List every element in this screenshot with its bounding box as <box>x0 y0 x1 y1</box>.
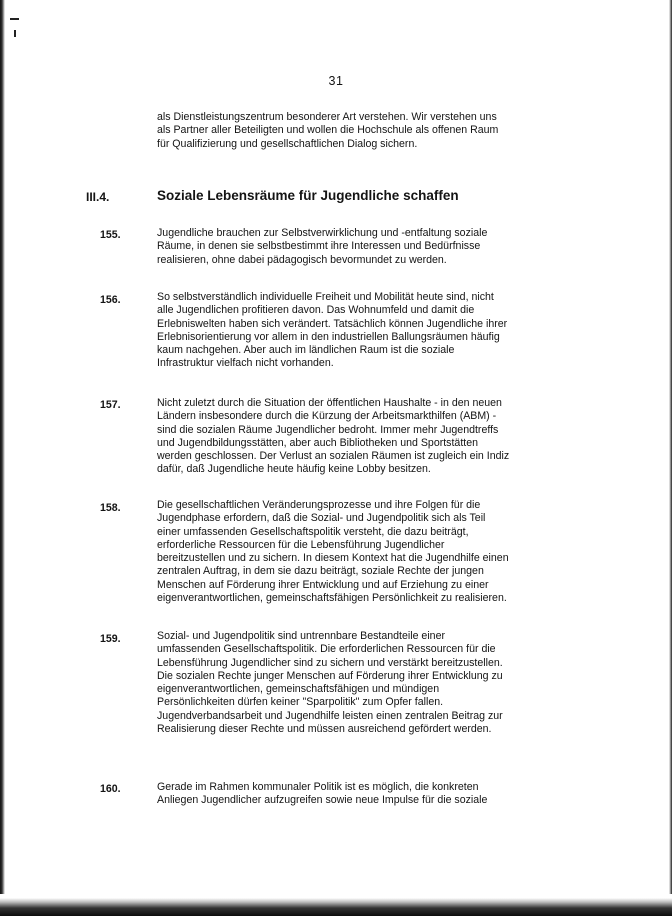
section-title: Soziale Lebensräume für Jugendliche schaffen <box>157 188 459 203</box>
paragraph-text: So selbstverständlich individuelle Freiheit und Mobilität heute sind, nicht alle Jugendlichen profitieren davon. Das Wohnumfeld und damit die Erlebniswelten haben sich verändert. Tatsächlich können Jugendliche ihrer Erlebnisorientierung vor allem in den industriellen Ballungsräumen häufig kaum nachgehen. Aber auch im ländlichen Raum ist die soziale Infrastruktur vielfach nicht vorhanden. <box>157 291 508 370</box>
scan-bottom-edge <box>0 894 672 916</box>
paragraph-number: 159. <box>100 633 121 645</box>
paragraph-text: Jugendliche brauchen zur Selbstverwirklichung und -entfaltung soziale Räume, in denen sie selbstbestimmt ihre Interessen und Bedürfnisse realisieren, ohne dabei pädagogisch bevormundet zu werden. <box>157 227 488 266</box>
paragraph-number: 158. <box>100 502 121 514</box>
paragraph-text: Sozial- und Jugendpolitik sind untrennbare Bestandteile einer umfassenden Gesellschaftspolitik. Die erforderlichen Ressourcen für die Lebensführung Jugendlicher sind zu sichern und verstärkt bereitzustellen. Die sozialen Rechte junger Menschen auf Förderung ihrer Entwicklung zu eigenverantwortlichen, gemeinschaftsfähigen und mündigen Persönlichkeiten dürfen keiner "Sparpolitik" zum Opfer fallen. Jugendverbandsarbeit und Jugendhilfe leisten einen zentralen Beitrag zur Realisierung dieser Rechte und müssen ausreichend gefördert werden. <box>157 630 503 736</box>
scan-edge-left <box>0 0 5 916</box>
scan-mark <box>10 18 19 20</box>
paragraph-text: Die gesellschaftlichen Veränderungsprozesse und ihre Folgen für die Jugendphase erfordern, daß die Sozial- und Jugendpolitik sich als Teil einer umfassenden Gesellschaftspolitik versteht, die dazu beiträgt, erforderliche Ressourcen für die Lebensführung Jugendlicher bereitzustellen und zu sichern. In diesem Kontext hat die Jugendhilfe einen zentralen Auftrag, in dem sie dazu beiträgt, soziale Rechte der jungen Menschen auf Förderung ihrer Entwicklung und auf Erziehung zu einer eigenverantwortlichen, gemeinschaftsfähigen Persönlichkeit zu realisieren. <box>157 499 509 605</box>
page-number: 31 <box>328 74 344 88</box>
paragraph-text: Nicht zuletzt durch die Situation der öffentlichen Haushalte - in den neuen Ländern insbesondere durch die Kürzung der Arbeitsmarkthilfen (ABM) - sind die sozialen Räume Jugendlicher bedroht. Immer mehr Jugendtreffs und Jugendbildungsstätten, aber auch Bibliotheken und Sportstätten werden geschlossen. Der Verlust an sozialen Räumen ist zugleich ein Indiz dafür, daß Jugendliche heute häufig keine Lobby besitzen. <box>157 397 510 476</box>
paragraph-number: 157. <box>100 399 121 411</box>
scan-mark <box>14 30 16 37</box>
paragraph-text: Gerade im Rahmen kommunaler Politik ist es möglich, die konkreten Anliegen Jugendlicher aufzugreifen sowie neue Impulse für die soziale <box>157 781 488 807</box>
paragraph-number: 156. <box>100 294 121 306</box>
section-number: III.4. <box>86 190 110 204</box>
intro-text: als Dienstleistungszentrum besonderer Art verstehen. Wir verstehen uns als Partner aller Beteiligten und wollen die Hochschule als offenen Raum für Qualifizierung und gesellschaftlichen Dialog sichern. <box>157 111 499 150</box>
paragraph-number: 160. <box>100 783 121 795</box>
paragraph-number: 155. <box>100 229 121 241</box>
